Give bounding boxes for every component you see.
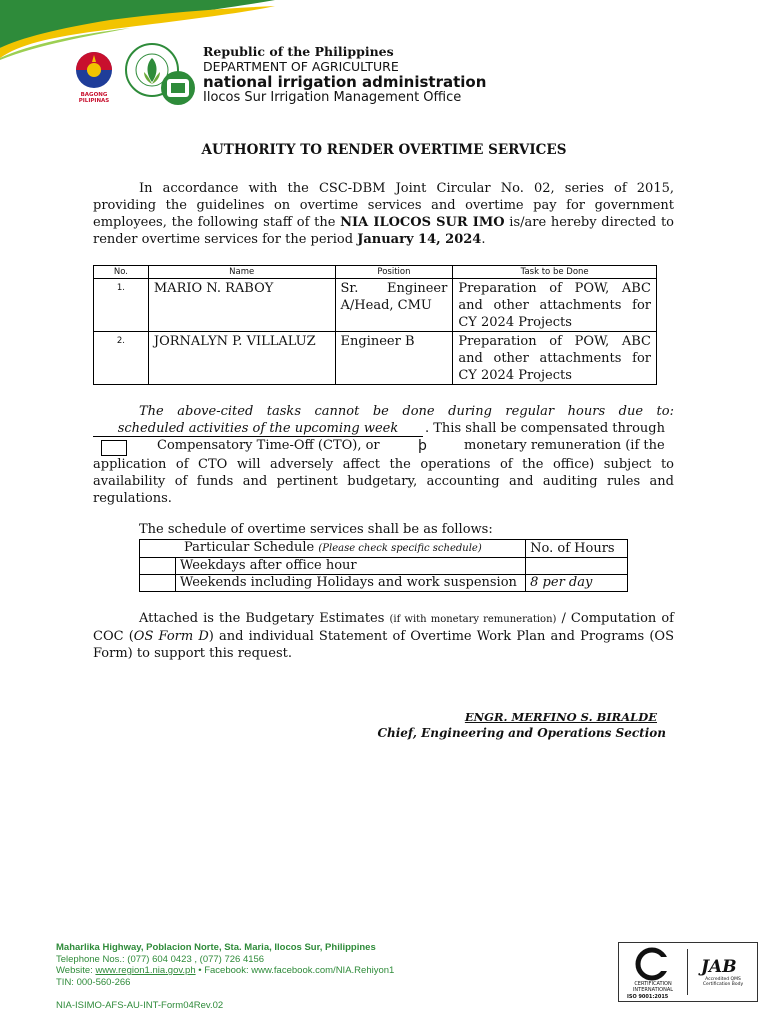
staff-table — [93, 265, 657, 385]
cert-text: CERTIFICATION INTERNATIONAL — [632, 981, 674, 993]
footer-facebook: Facebook: www.facebook.com/NIA.Rehiyon1 — [204, 965, 395, 976]
schedule-label: Weekends including Holidays and work suspension — [175, 575, 525, 592]
reason-line-2 — [93, 421, 674, 437]
table-row — [140, 575, 628, 592]
row-no: 2. — [94, 332, 149, 385]
footer-web — [56, 965, 394, 976]
table-row — [94, 279, 657, 332]
certification-logo-icon — [633, 947, 671, 981]
attached-paragraph — [93, 610, 674, 662]
intro-text-1: In accordance with the CSC-DBM Joint Circular No. 02, series of 2015, providing the guidelines on overtime services and overtime pay for government employees, the following staff of the — [93, 181, 674, 230]
row-name: JORNALYN P. VILLALUZ — [148, 332, 335, 385]
schedule-header — [140, 540, 628, 558]
signatory-title: Chief, Engineering and Operations Section — [377, 726, 666, 740]
schedule-header-cell — [140, 540, 526, 558]
row-task: Preparation of POW, ABC and other attachments for CY 2024 Projects — [453, 332, 657, 385]
table-row — [94, 332, 657, 385]
schedule-header-label: Particular Schedule — [184, 540, 319, 555]
intro-text-2: is/are hereby directed to render overtime services for the period — [93, 215, 674, 247]
intro-period: January 14, 2024 — [357, 232, 482, 247]
row-position: Sr. Engineer A/Head, CMU — [335, 279, 453, 332]
row-no: 1. — [94, 279, 149, 332]
attached-form: OS Form D — [133, 629, 209, 644]
header-republic: Republic of the Philippines — [203, 44, 394, 59]
bagong-pilipinas-logo — [65, 50, 123, 104]
col-header-name: Name — [148, 266, 335, 279]
footer-telephone: Telephone Nos.: (077) 604 0423 , (077) 726 4156 — [56, 954, 265, 965]
footer-website-link[interactable]: www.region1.nia.gov.ph — [95, 965, 196, 976]
attached-text-1: Attached is the Budgetary Estimates — [139, 611, 390, 626]
footer-address: Maharlika Highway, Poblacion Norte, Sta. Maria, Ilocos Sur, Philippines — [56, 942, 376, 953]
nia-logo — [158, 70, 198, 106]
schedule-label: Weekdays after office hour — [175, 558, 525, 575]
monetary-checkbox[interactable]: þ — [418, 438, 427, 454]
intro-text-3: . — [481, 232, 486, 247]
iso-text: ISO 9001:2015 — [627, 994, 669, 1000]
col-header-no: No. — [94, 266, 149, 279]
footer-website-label: Website: — [56, 965, 96, 976]
reason-lead: The above-cited tasks cannot be done during regular hours due to: — [139, 404, 674, 419]
schedule-check-weekends[interactable] — [140, 575, 176, 592]
reason-filled — [93, 422, 423, 437]
schedule-hours: 8 per day — [526, 575, 628, 592]
footer-sep: • — [195, 965, 205, 976]
cto-label: Compensatory Time-Off (CTO), or — [157, 438, 380, 453]
col-header-task: Task to be Done — [453, 266, 657, 279]
col-header-position: Position — [335, 266, 453, 279]
reason-rest: application of CTO will adversely affect the operations of the office) subject to availability of funds and pertinent budgetary, accounting and auditing rules and regulations. — [93, 457, 674, 506]
schedule-check-weekdays[interactable] — [140, 558, 176, 575]
row-position: Engineer B — [335, 332, 453, 385]
document-title: AUTHORITY TO RENDER OVERTIME SERVICES — [201, 142, 567, 158]
attached-small: (if with monetary remuneration) — [389, 614, 557, 625]
row-task: Preparation of POW, ABC and other attachments for CY 2024 Projects — [453, 279, 657, 332]
attached-text-3: ) and individual Statement of Overtime Work Plan and Programs (OS Form) to support this request. — [93, 629, 674, 661]
jab-logo: JAB — [701, 957, 737, 977]
schedule-intro: The schedule of overtime services shall be as follows: — [139, 522, 493, 537]
schedule-header-hours: No. of Hours — [526, 540, 628, 558]
header-department: DEPARTMENT OF AGRICULTURE — [203, 59, 399, 74]
monetary-label: monetary remuneration (if the — [464, 438, 665, 453]
cert-divider — [687, 949, 688, 995]
certification-box — [618, 942, 758, 1002]
signatory-name: ENGR. MERFINO S. BIRALDE — [464, 710, 657, 724]
header-agency: national irrigation administration — [203, 73, 487, 91]
row-name: MARIO N. RABOY — [148, 279, 335, 332]
reason-filled-text: scheduled activities of the upcoming week — [117, 421, 399, 436]
header-office: Ilocos Sur Irrigation Management Office — [203, 90, 462, 105]
reason-after: . This shall be compensated through — [425, 421, 665, 436]
bagong-pilipinas-text: BAGONG PILIPINAS — [78, 92, 110, 104]
staff-table-header — [94, 266, 657, 279]
intro-office: NIA ILOCOS SUR IMO — [340, 215, 505, 230]
schedule-hours — [526, 558, 628, 575]
table-row — [140, 558, 628, 575]
footer-tin: TIN: 000-560-266 — [56, 977, 131, 988]
schedule-header-note: (Please check specific schedule) — [318, 543, 482, 554]
jab-note: Accredited QMS Certification Body — [702, 977, 744, 987]
footer-form-code: NIA-ISIMO-AFS-AU-INT-Form04Rev.02 — [56, 1000, 224, 1011]
intro-paragraph — [93, 180, 674, 248]
attached-text-2: / Computation of COC ( — [93, 611, 674, 644]
schedule-table — [139, 539, 628, 592]
cto-checkbox[interactable] — [101, 440, 127, 456]
